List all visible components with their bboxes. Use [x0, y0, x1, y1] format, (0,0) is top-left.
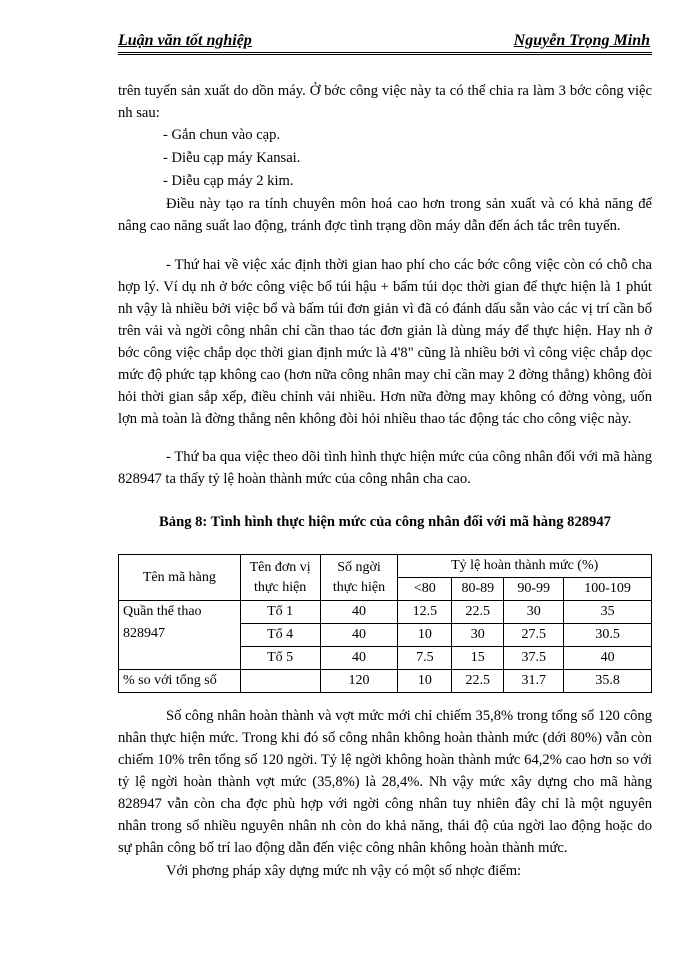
list-item: - Gắn chun vào cạp.	[163, 127, 281, 143]
total-workers: 120	[320, 670, 398, 693]
unit-cell: Tổ 4	[240, 624, 320, 647]
page-header	[118, 30, 652, 55]
paragraph-3-text: - Thứ hai về việc xác định thời gian hao phí cho các bớc công việc còn có chỗ cha hợp lý. Ví dụ nh ở bớc công việc bổ túi hậu + bấm túi dọc thời gian để thực hiện là 1 phút nh vậy là nhiều bởi việc bổ và bấm túi đơn giản vì đã có đánh dấu sẵn vào các vị trí cần bổ trên vải và ngời công nhân chỉ cần thao tác đơn giản là dùng máy để thực hiện. Hay nh ở bớc công việc chắp dọc thời gian định mức là 4'8" cũng là nhiều bởi vì công việc chắp dọc mức độ phức tạp không cao (hơn nữa công nhân may chỉ cần may 2 đờng thẳng) không đòi hỏi thời gian sắp xếp, điều chỉnh vải nhiều. Hơn nữa đờng may không có đờng vòng, uốn lợn mà toàn là đờng thẳng nên không đòi hỏi nhiều thao tác động tác cho công việc này.	[118, 257, 652, 427]
paragraph-4-text: - Thứ ba qua việc theo dõi tình hình thực hiện mức của công nhân đối với mã hàng 828947 ta thấy tỷ lệ hoàn thành mức của công nhân cha cao.	[118, 449, 652, 487]
paragraph-5	[118, 705, 652, 859]
total-rate-cell: 22.5	[452, 670, 504, 693]
rate-cell: 30	[452, 624, 504, 647]
rate-cell: 10	[398, 624, 452, 647]
paragraph-1	[118, 80, 652, 124]
header-product: Tên mã hàng	[119, 555, 241, 601]
paragraph-1-text: trên tuyến sản xuất do dồn máy. Ở bớc công việc này ta có thể chia ra làm 3 bớc công việc nh sau:	[118, 83, 652, 121]
rate-cell: 15	[452, 647, 504, 670]
header-rate: Tỷ lệ hoàn thành mức (%)	[398, 555, 652, 578]
paragraph-2-text: Điều này tạo ra tính chuyên môn hoá cao hơn trong sản xuất và có khả năng để nâng cao năng suất lao động, tránh đợc tình trạng dồn máy dẫn đến ách tắc trên tuyến.	[118, 196, 652, 234]
workers-cell: 40	[320, 647, 398, 670]
paragraph-3	[118, 254, 652, 430]
paragraph-2	[118, 193, 652, 237]
table-caption: Bảng 8: Tình hình thực hiện mức của công nhân đối với mã hàng 828947	[159, 514, 611, 530]
table-row	[119, 601, 652, 624]
total-rate-cell: 31.7	[504, 670, 564, 693]
paragraph-5-text: Số công nhân hoàn thành và vợt mức mới chỉ chiếm 35,8% trong tổng số 120 công nhân thực hiện mức. Trong khi đó số công nhân không hoàn thành mức (dới 80%) vẫn còn chiếm 10% trên tổng số 120 ngời. Tỷ lệ ngời không hoàn thành mức 64,2% cao hơn so với tỷ lệ ngời hoàn thành vợt mức (35,8%) là 28,4%. Nh vậy mức xây dựng cho mã hàng 828947 vẫn còn cha đợc phù hợp với ngời công nhân tuy nhiên đây chỉ là một nguyên nhân trong số nhiều nguyên nhân nh còn do khả năng, thái độ của ngời lao động hoặc do sự phân công bố trí lao động dẫn đến việc công nhân không hoàn thành mức.	[118, 708, 652, 856]
workers-cell: 40	[320, 601, 398, 624]
rate-cell: 12.5	[398, 601, 452, 624]
paragraph-6-text: Với phơng pháp xây dựng mức nh vậy có một số nhợc điểm:	[166, 863, 522, 879]
band-header: <80	[398, 578, 452, 601]
list-item: - Diễu cạp máy Kansai.	[163, 150, 301, 166]
rate-cell: 22.5	[452, 601, 504, 624]
total-rate-cell: 35.8	[564, 670, 652, 693]
band-header: 90-99	[504, 578, 564, 601]
table-total-row	[119, 670, 652, 693]
unit-cell: Tổ 5	[240, 647, 320, 670]
total-rate-cell: 10	[398, 670, 452, 693]
rate-cell: 40	[564, 647, 652, 670]
rate-cell: 30.5	[564, 624, 652, 647]
header-unit: Tên đơn vị thực hiện	[240, 555, 320, 601]
header-workers: Số ngời thực hiện	[320, 555, 398, 601]
total-unit-empty	[240, 670, 320, 693]
header-thesis-title: Luận văn tốt nghiệp	[118, 32, 252, 49]
band-header: 80-89	[452, 578, 504, 601]
paragraph-4	[118, 446, 652, 490]
completion-rate-table	[118, 554, 652, 693]
table-header-row	[119, 555, 652, 578]
band-header: 100-109	[564, 578, 652, 601]
header-author: Nguyễn Trọng Minh	[513, 32, 650, 49]
product-name: Quần thể thao 828947	[119, 601, 241, 670]
rate-cell: 35	[564, 601, 652, 624]
paragraph-6	[118, 860, 652, 882]
list-item: - Diễu cạp máy 2 kim.	[163, 173, 294, 189]
rate-cell: 7.5	[398, 647, 452, 670]
workers-cell: 40	[320, 624, 398, 647]
rate-cell: 27.5	[504, 624, 564, 647]
rate-cell: 37.5	[504, 647, 564, 670]
total-label: % so với tổng số	[119, 670, 241, 693]
rate-cell: 30	[504, 601, 564, 624]
unit-cell: Tổ 1	[240, 601, 320, 624]
